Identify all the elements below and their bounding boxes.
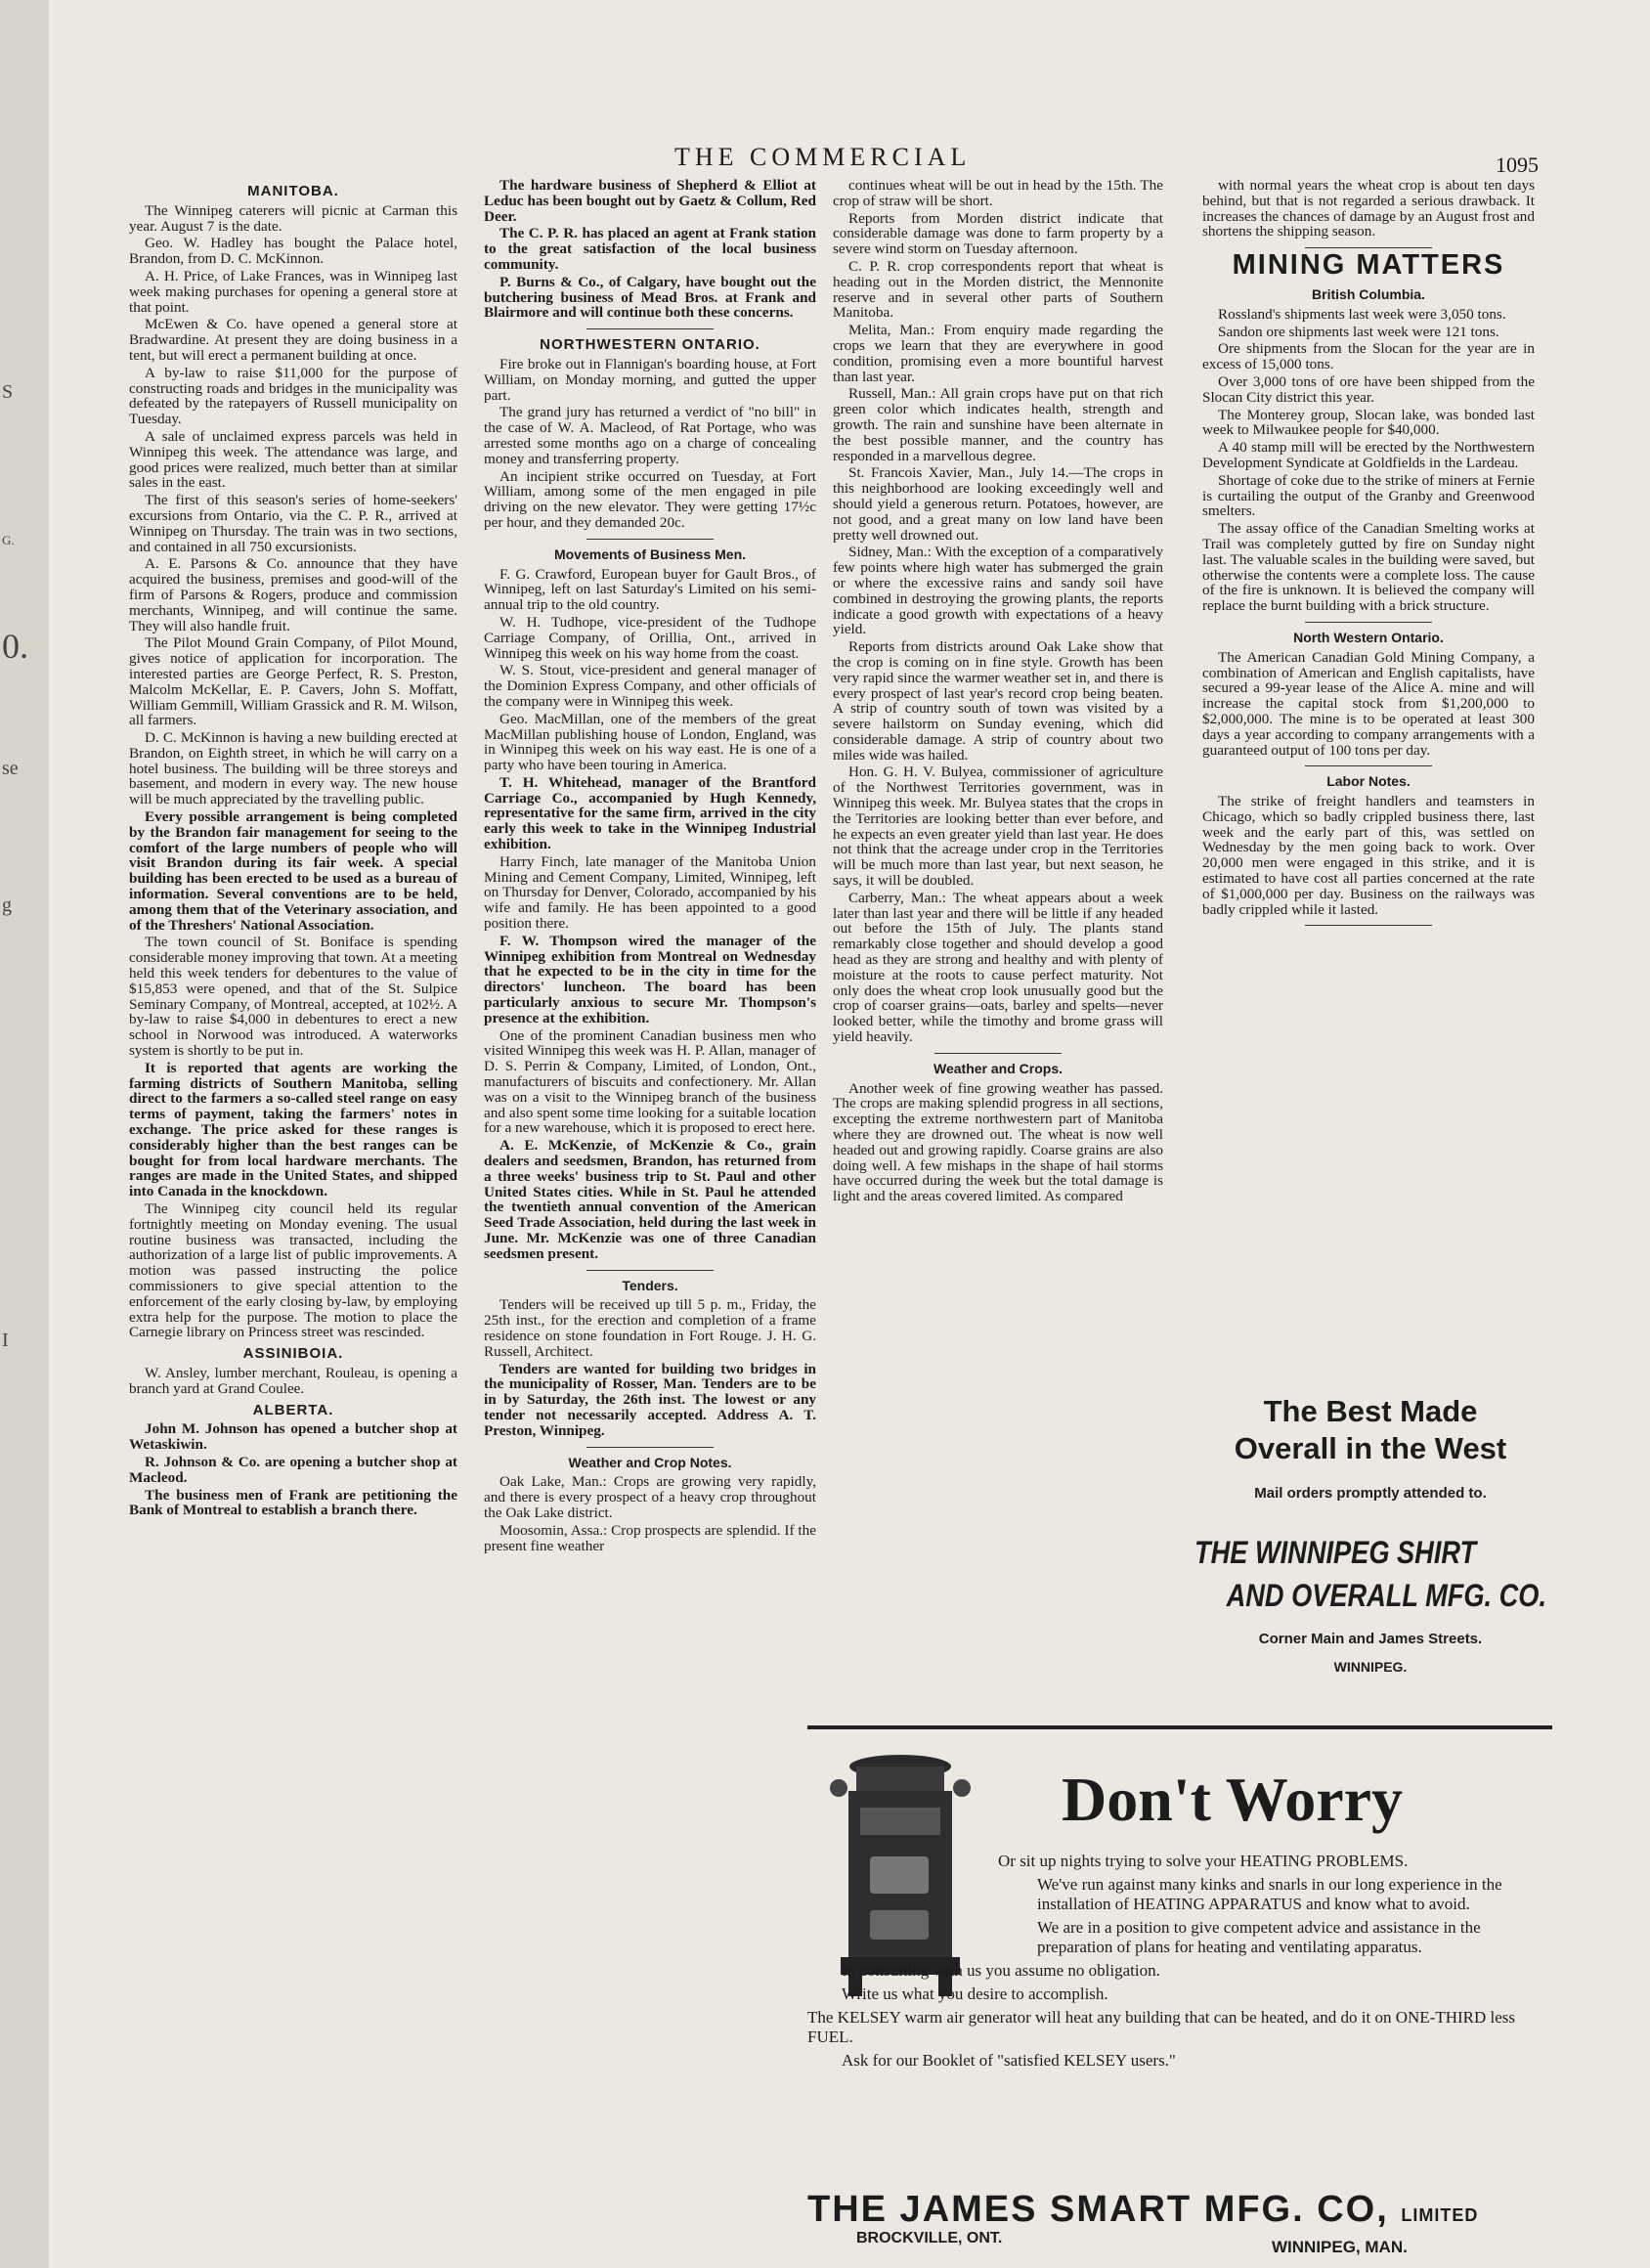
advertisement-heating	[807, 1725, 1552, 2256]
ad-headline: Don't Worry	[1062, 1765, 1404, 1834]
paragraph: Carberry, Man.: The wheat appears about a week later than last year and there will be little if any headed out before the 15th of July. The plants stand remarkably close together and should develop a good head as they are strong and healthy and with plenty of moisture at the roots to cause perfect maturity. Not only does the wheat crop look unusually good but the crop of coarser grains—oats, barley and spelts—never looked better, while the timothy and brome grass will yield heavily.	[833, 889, 1163, 1046]
paragraph: Reports from Morden district indicate that considerable damage was done to farm property by a severe wind storm on Tuesday afternoon.	[833, 209, 1163, 258]
paragraph: Sandon ore shipments last week were 121 tons.	[1218, 323, 1499, 340]
ad-body	[807, 1852, 1531, 2074]
page-number: 1095	[1496, 153, 1539, 177]
paragraph: A sale of unclaimed express parcels was held in Winnipeg this week. The attendance was large, and good prices were realized, much better than at similar sales in the east.	[129, 427, 457, 492]
paragraph: Every possible arrangement is being completed by the Brandon fair management for seeing to the comfort of the large numbers of people who will visit Brandon during its fair week. A special building has been erected to be used as a bureau of information. Several conventions are to be held, among them that of the Veterinary association, and of the Threshers' National Association.	[129, 808, 457, 934]
paragraph: Sidney, Man.: With the exception of a comparatively few points where high water has submerged the grain or where the excessive rains and sandy soil have combined in destroying the growing plants, the reports indicate a good growth with expectations of a heavy yield.	[833, 544, 1163, 638]
ad-address: Corner Main and James Streets.	[1258, 1631, 1483, 1647]
paragraph: The Winnipeg city council held its regular fortnightly meeting on Monday evening. The usual routine business was transacted, including the authorization of a large list of public improvements. A motion was passed instructing the police commissioners to give special attention to the enforcement of the early closing by-law, by employing extra help for the purpose. The motion to place the Carnegie library on Princess street was rescinded.	[129, 1200, 457, 1341]
paragraph: Another week of fine growing weather has passed. The crops are making splendid progress in all sections, excepting the extreme northwestern part of Manitoba where they are drowned out. The wheat is now well headed out and growing rapidly. Coarse grains are also doing well. A few mishaps in the shape of hail storms have occurred during the week but the total damage is light and the areas covered limited. As compared	[833, 1079, 1163, 1205]
section-heading-alberta: ALBERTA.	[252, 1401, 334, 1418]
paragraph: A. H. Price, of Lake Frances, was in Winnipeg last week making purchases for opening a general store at that point.	[129, 267, 457, 316]
paragraph: Geo. MacMillan, one of the members of the great MacMillan publishing house of London, England, was in Winnipeg this week on his way east. He is one of a party who have been touring in America.	[484, 710, 816, 774]
section-heading-weather-crops: Weather and Crops.	[934, 1060, 1063, 1076]
ad-location: BROCKVILLE, ONT.	[856, 2230, 1003, 2246]
company-limited: LIMITED	[1401, 2205, 1479, 2225]
paragraph: A 40 stamp mill will be erected by the Northwestern Development Syndicate at Goldfields in the Lardeau.	[1202, 439, 1535, 471]
paragraph: One of the prominent Canadian business men who visited Winnipeg this week was H. P. Allan, manager of D. S. Perrin & Company, Limited, of London, Ont., manufacturers of biscuits and confectionery. Mr. Allan was on a visit to the Winnipeg branch of the business and also spent some time looking for a suitable location for a new warehouse, which it is proposed to erect here.	[484, 1026, 816, 1137]
ad-line: We are in a position to give competent advice and assistance in the preparation of plans for heating and ventilating apparatus.	[1037, 1918, 1481, 1956]
divider	[1305, 925, 1432, 926]
paragraph: The business men of Frank are petitioning the Bank of Montreal to establish a branch there.	[129, 1486, 457, 1519]
column-4	[1202, 178, 1535, 1302]
paragraph: C. P. R. crop correspondents report that wheat is heading out in the Morden district, the Mennonite reserve and in several other parts of Southern Manitoba.	[833, 257, 1163, 322]
paragraph: The grand jury has returned a verdict of "no bill" in the case of W. A. Macleod, of Rat Portage, who was arrested some months ago on a charge of concealing money and transferring property.	[484, 404, 816, 467]
ad-company-name	[807, 2189, 1478, 2231]
ad-headline: Overall in the West	[1234, 1431, 1507, 1465]
section-heading-tenders: Tenders.	[622, 1277, 678, 1293]
paragraph: The first of this season's series of home-seekers' excursions from Ontario, via the C. P. R., arrived at Winnipeg on Thursday. The train was in two sections, and contained in all 750 excursionists.	[129, 492, 457, 555]
paragraph: Tenders will be received up till 5 p. m., Friday, the 25th inst., for the erection and completion of a frame residence on stone foundation in Fort Rouge. J. H. G. Russell, Architect.	[484, 1296, 816, 1360]
paragraph: F. G. Crawford, European buyer for Gault Bros., of Winnipeg, left on last Saturday's Limited on his semi-annual trip to the old country.	[484, 565, 816, 614]
paragraph: It is reported that agents are working the farming districts of Southern Manitoba, selling direct to the farmers a so-called steel range on easy terms of payment, taking the farmers' notes in exchange. The price asked for these ranges is considerably higher than the best ranges can be bought for from local hardware merchants. The ranges are made in the United States, and shipped into Canada in the knockdown.	[129, 1059, 457, 1200]
ad-company-name: THE WINNIPEG SHIRT	[1194, 1535, 1477, 1570]
ad-location: WINNIPEG, MAN.	[1272, 2238, 1408, 2256]
section-heading-manitoba: MANITOBA.	[247, 183, 339, 199]
ad-line: Ask for our Booklet of "satisfied KELSEY users."	[842, 2051, 1176, 2070]
paragraph: Hon. G. H. V. Bulyea, commissioner of agriculture of the Northwest Territories government, was in Winnipeg this week. Mr. Bulyea states that the crops in the Territories are looking better than ever before, and he expects an even greater yield than last year. He does not think that the acreage under crop in the Territories will be much more than last year, but next season, he says, it will be doubled.	[833, 763, 1163, 890]
paragraph: The C. P. R. has placed an agent at Frank station to the great satisfaction of the local business community.	[484, 225, 816, 273]
gutter-mark: I	[2, 1330, 9, 1351]
paragraph: Reports from districts around Oak Lake show that the crop is coming on in fine style. Growth has been very rapid since the warmer weather set in, and there is every prospect of last year's record crop being beaten. A strip of country south of town was visited by a severe hailstorm on Sunday evening, which did considerable damage. A strip of country about two miles wide was hailed.	[833, 638, 1163, 763]
paragraph: Fire broke out in Flannigan's boarding house, at Fort William, on Monday morning, and gutted the upper part.	[484, 355, 816, 404]
paragraph: Over 3,000 tons of ore have been shipped from the Slocan City district this year.	[1202, 372, 1535, 406]
section-heading-northwestern-ontario: NORTHWESTERN ONTARIO.	[540, 336, 760, 354]
gutter-mark: 0.	[2, 627, 28, 666]
paragraph: The town council of St. Boniface is spending considerable money improving that town. At a meeting held this week tenders for debentures to the value of $15,853 were opened, and that of the St. Sulpice Seminary Company, of Montreal, accepted, at 102½. A by-law to raise $4,000 in debentures to erect a new school in Norwood was introduced. A waterworks system is shortly to be put in.	[129, 934, 457, 1060]
ad-tagline: Mail orders promptly attended to.	[1254, 1485, 1487, 1502]
paragraph: Tenders are wanted for building two bridges in the municipality of Rosser, Man. Tenders are to be in by Saturday, the 26th inst. The lowest or any tender not necessarily accepted. Address A. T. Preston, Winnipeg.	[484, 1360, 816, 1439]
section-heading-mining-matters: MINING MATTERS	[1232, 249, 1505, 282]
paragraph: Ore shipments from the Slocan for the year are in excess of 15,000 tons.	[1202, 340, 1535, 373]
section-heading-movements: Movements of Business Men.	[553, 545, 747, 562]
paragraph: The assay office of the Canadian Smelting works at Trail was completely gutted by fire on Sunday night last. The valuable scales in the building were saved, but otherwise the contents were a complete loss. The cause of the fire is unknown. It is believed the company will replace the burnt building with a brick structure.	[1202, 520, 1535, 615]
gutter-mark: G.	[2, 533, 15, 547]
paragraph: with normal years the wheat crop is about ten days behind, but that is not regarded a serious drawback. It increases the chances of damage by an August frost and shortens the shipping season.	[1202, 178, 1535, 240]
gutter-mark: g	[2, 894, 12, 916]
paragraph: D. C. McKinnon is having a new building erected at Brandon, on Eighth street, in which he will carry on a hotel business. The building will be three storeys and basement, and modern in every way. The new house will be much appreciated by the travelling public.	[129, 729, 457, 808]
page-title: THE COMMERCIAL	[674, 143, 972, 171]
section-heading-north-western-ontario: North Western Ontario.	[1293, 629, 1444, 645]
company-name: THE JAMES SMART MFG. CO,	[807, 2189, 1389, 2230]
paragraph: Russell, Man.: All grain crops have put on that rich green color which indicates health, strength and growth. The rain and sunshine have been alternate in the best possible manner, and the country has responded in a marvellous degree.	[833, 385, 1163, 464]
paragraph: Melita, Man.: From enquiry made regarding the crops we learn that they are everywhere in good condition, promising even a more bountiful harvest than last year.	[833, 322, 1163, 385]
ad-company-name: AND OVERALL MFG. CO.	[1226, 1578, 1546, 1613]
ad-line: Write us what you desire to accomplish.	[842, 1984, 1108, 2003]
paragraph: continues wheat will be out in head by the 15th. The crop of straw will be short.	[833, 178, 1163, 209]
paragraph: Moosomin, Assa.: Crop prospects are splendid. If the present fine weather	[484, 1521, 816, 1554]
column-3	[833, 178, 1163, 1723]
section-heading-labor-notes: Labor Notes.	[1326, 773, 1411, 790]
paragraph: W. H. Tudhope, vice-president of the Tudhope Carriage Company, of Orillia, Ont., arrived in Winnipeg this week on his way home from the coast.	[484, 613, 816, 662]
divider	[586, 539, 714, 540]
ad-headline: The Best Made	[1263, 1394, 1478, 1428]
divider	[1305, 765, 1432, 766]
paragraph: F. W. Thompson wired the manager of the Winnipeg exhibition from Montreal on Wednesday that he expected to be in the city in time for the directors' luncheon. The board has been particularly anxious to secure Mr. Thompson's presence at the exhibition.	[484, 932, 816, 1026]
paragraph: Rossland's shipments last week were 3,050 tons.	[1218, 305, 1506, 323]
paragraph: An incipient strike occurred on Tuesday, at Fort William, among some of the men engaged in pile driving on the new elevator. They were getting 17½c per hour, and they demanded 20c.	[484, 467, 816, 531]
column-1	[129, 178, 457, 2255]
section-heading-assiniboia: ASSINIBOIA.	[242, 1345, 344, 1363]
divider	[1305, 247, 1432, 248]
advertisement-overall	[1185, 1393, 1556, 1725]
paragraph: A by-law to raise $11,000 for the purpose of constructing roads and bridges in the municipality was defeated by the ratepayers of Russell municipality on Tuesday.	[129, 364, 457, 428]
paragraph: McEwen & Co. have opened a general store at Bradwardine. At present they are doing business in a tent, but will erect a permanent building at once.	[129, 316, 457, 364]
ad-line: We've run against many kinks and snarls in our long experience in the installation of HEATING APPARATUS and know what to avoid.	[1037, 1875, 1502, 1913]
paragraph: St. Francois Xavier, Man., July 14.—The crops in this neighborhood are looking exceedingly well and should yield a generous return. Potatoes, however, are not good, and a great many on low land have been pretty well drowned out.	[833, 464, 1163, 544]
divider	[586, 1270, 714, 1271]
paragraph: Geo. W. Hadley has bought the Palace hotel, Brandon, from D. C. McKinnon.	[129, 235, 457, 268]
section-heading-british-columbia: British Columbia.	[1312, 285, 1425, 302]
paragraph: The Winnipeg caterers will picnic at Carman this year. August 7 is the date.	[129, 201, 457, 235]
column-2	[484, 178, 816, 2026]
paragraph: Shortage of coke due to the strike of miners at Fernie is curtailing the output of the Granby and Greenwood smelters.	[1202, 471, 1535, 520]
paragraph: A. E. Parsons & Co. announce that they have acquired the business, premises and good-will of the firm of Parsons & Rogers, produce and commission merchants, Winnipeg, and will continue the same. They will also handle fruit.	[129, 555, 457, 634]
ad-line: In consulting with us you assume no obligation.	[842, 1961, 1160, 1980]
paragraph: The American Canadian Gold Mining Company, a combination of American and English capitalists, have secured a 99-year lease of the Alice A. mine and will increase the capital stock from $1,200,000 to $2,000,000. The mine is to be operated at least 300 days a year according to company arrangements with a guaranteed output of 100 tons per day.	[1202, 648, 1535, 759]
divider	[586, 1447, 714, 1448]
ad-line: The KELSEY warm air generator will heat any building that can be heated, and do it on ONE-THIRD less FUEL.	[807, 2008, 1516, 2046]
paragraph: R. Johnson & Co. are opening a butcher shop at Macleod.	[129, 1453, 457, 1486]
section-heading-weather-crop-notes: Weather and Crop Notes.	[568, 1454, 732, 1470]
paragraph: Harry Finch, late manager of the Manitoba Union Mining and Cement Company, Limited, Winnipeg, left on Thursday for Denver, Colorado, accompanied by his wife and family. He has been appointed to a good position there.	[484, 852, 816, 933]
ad-line: Or sit up nights trying to solve your HEATING PROBLEMS.	[998, 1852, 1409, 1870]
ad-city: WINNIPEG.	[1333, 1659, 1408, 1675]
paragraph: The hardware business of Shepherd & Elliot at Leduc has been bought out by Gaetz & Collum, Red Deer.	[484, 178, 816, 225]
paragraph: John M. Johnson has opened a butcher shop at Wetaskiwin.	[129, 1420, 457, 1454]
paragraph: The Monterey group, Slocan lake, was bonded last week to Milwaukee people for $40,000.	[1202, 406, 1535, 439]
divider	[1305, 622, 1432, 623]
paragraph: The strike of freight handlers and teamsters in Chicago, which so badly crippled business there, last week and the early part of this, was settled on Wednesday by the men going back to work. Over 20,000 men were engaged in this strike, and it is estimated to have cost all parties concerned at the rate of $1,000,000 per day. Business on the railways was badly crippled while it lasted.	[1202, 793, 1535, 918]
divider	[934, 1053, 1062, 1054]
paragraph: P. Burns & Co., of Calgary, have bought out the butchering business of Mead Bros. at Frank and Blairmore and will continue both these concerns.	[484, 273, 816, 322]
paragraph: A. E. McKenzie, of McKenzie & Co., grain dealers and seedsmen, Brandon, has returned from a three weeks' business trip to St. Paul and other United States cities. While in St. Paul he attended the twentieth annual convention of the American Seed Trade Association, held during the last week in June. Mr. McKenzie was one of three Canadian seedsmen present.	[484, 1137, 816, 1262]
divider	[586, 328, 714, 329]
gutter-mark: se	[2, 758, 19, 779]
adjacent-page-margin	[0, 0, 49, 2268]
paragraph: The Pilot Mound Grain Company, of Pilot Mound, gives notice of application for incorporation. The interested parties are George Perfect, R. S. Preston, Malcolm McKellar, E. P. Cavers, John S. Moffatt, William Gemmill, William Grassick and R. M. Wilson, all farmers.	[129, 634, 457, 729]
gutter-mark: S	[2, 381, 14, 403]
paragraph: T. H. Whitehead, manager of the Brantford Carriage Co., accompanied by Hugh Kennedy, representative for the same firm, arrived in the city early this week to take in the Winnipeg Industrial exhibition.	[484, 773, 816, 853]
paragraph: W. Ansley, lumber merchant, Rouleau, is opening a branch yard at Grand Coulee.	[129, 1364, 457, 1397]
paragraph: Oak Lake, Man.: Crops are growing very rapidly, and there is every prospect of a heavy crop throughout the Oak Lake district.	[484, 1473, 816, 1521]
paragraph: W. S. Stout, vice-president and general manager of the Dominion Express Company, and other officials of the company were in Winnipeg this week.	[484, 662, 816, 710]
